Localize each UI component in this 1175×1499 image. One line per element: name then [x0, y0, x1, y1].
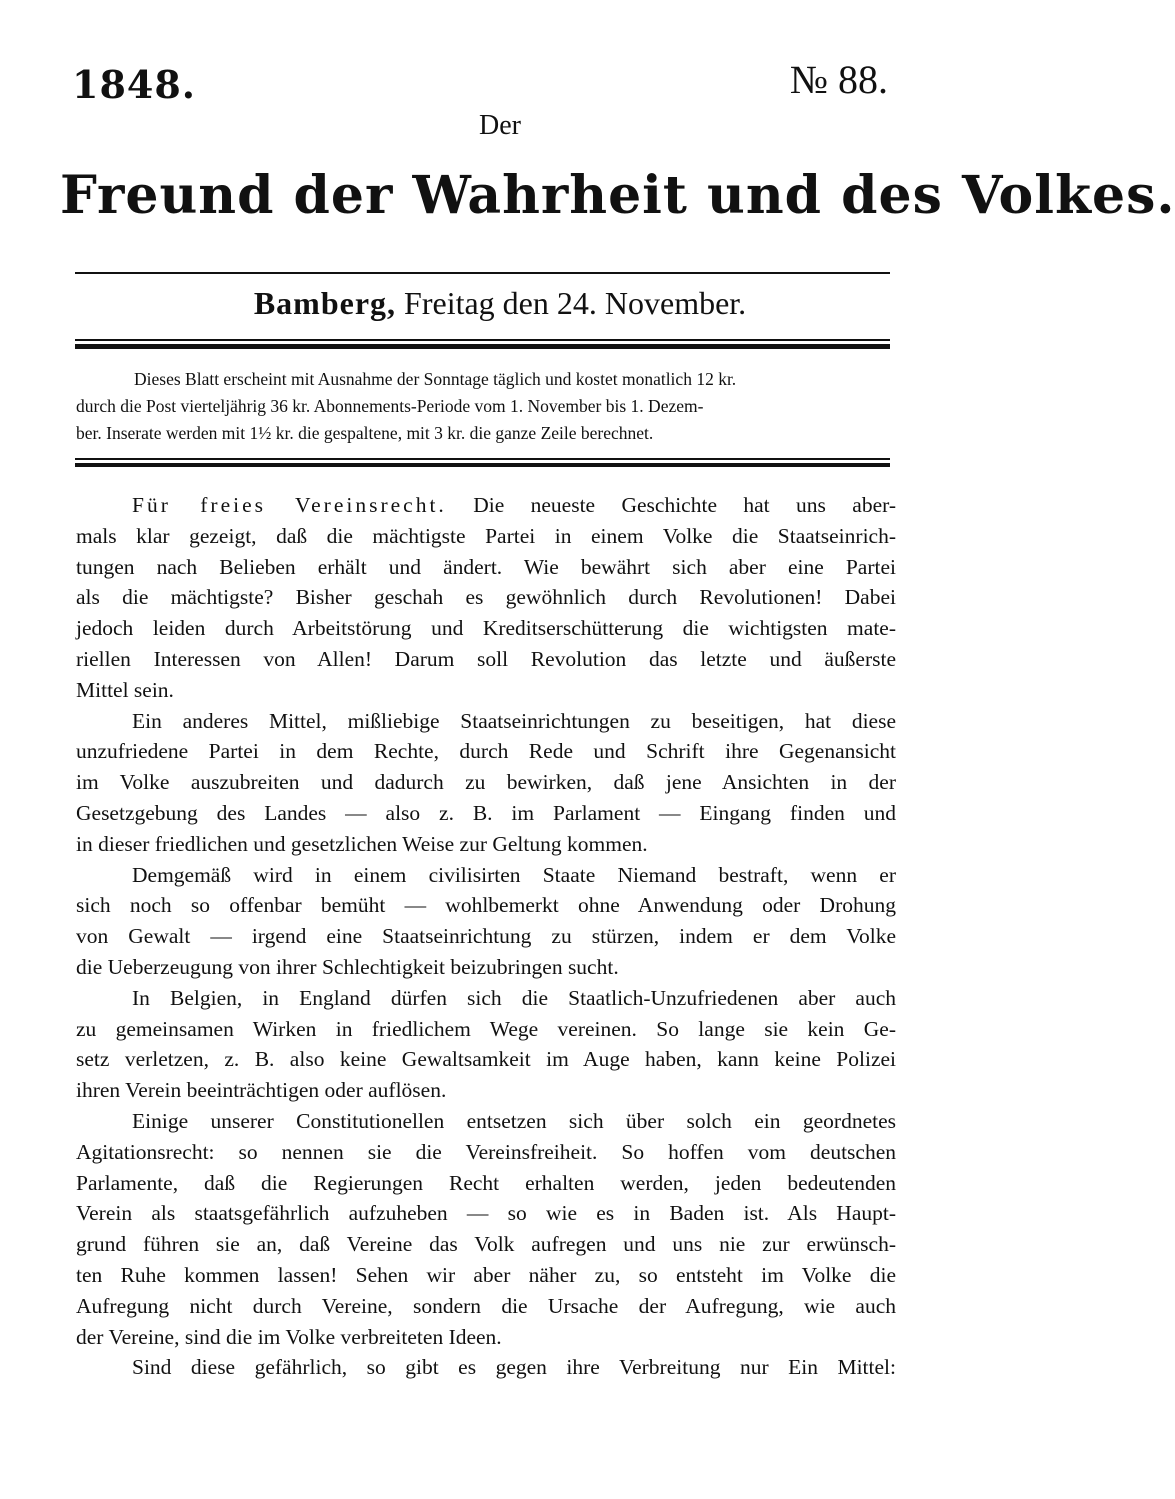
dateline-date: Freitag den 24. November.: [404, 285, 747, 321]
article-line: von Gewalt — irgend eine Staatseinrichtung zu stürzen, indem er dem Volke: [76, 924, 896, 949]
article-line: Demgemäß wird in einem civilisirten Staate Niemand bestraft, wenn er: [132, 862, 896, 887]
dateline-rule-thick: [75, 344, 890, 349]
subscription-line: ber. Inserate werden mit 1½ kr. die gespaltene, mit 3 kr. die ganze Zeile berechnet.: [76, 423, 654, 443]
article-line: der Vereine, sind die im Volke verbreiteten Ideen.: [76, 1324, 502, 1349]
article-lead-phrase: Für freies Vereinsrecht.: [132, 493, 447, 517]
article-line: Agitationsrecht: so nennen sie die Vereinsfreiheit. So hoffen vom deutschen: [76, 1139, 896, 1164]
article-line: ihren Verein beeinträchtigen oder auflösen.: [76, 1078, 447, 1103]
article-line: Gesetzgebung des Landes — also z. B. im Parlament — Eingang finden und: [76, 800, 896, 825]
article-line: Für freies Vereinsrecht. Die neueste Geschichte hat uns aber-: [132, 493, 896, 517]
subscription-line: durch die Post vierteljährig 36 kr. Abonnements-Periode vom 1. November bis 1. Dezem-: [76, 396, 704, 416]
article-line: als die mächtigste? Bisher geschah es gewöhnlich durch Revolutionen! Dabei: [76, 585, 896, 610]
dateline-city: Bamberg,: [253, 285, 397, 321]
article-line: im Volke auszubreiten und dadurch zu bewirken, daß jene Ansichten in der: [76, 770, 896, 795]
article-line: Mittel sein.: [76, 677, 174, 702]
article-line: Einige unserer Constitutionellen entsetzen sich über solch ein geordnetes: [132, 1108, 896, 1133]
subscription-notice: [76, 366, 896, 447]
dateline-rule-thin: [75, 339, 890, 341]
article-line: Sind diese gefährlich, so gibt es gegen ihre Verbreitung nur Ein Mittel:: [132, 1355, 896, 1380]
article-line: Parlamente, daß die Regierungen Recht erhalten werden, jeden bedeutenden: [76, 1170, 896, 1195]
article-line: Ein anderes Mittel, mißliebige Staatseinrichtungen zu beseitigen, hat diese: [132, 708, 896, 733]
title-prefix: Der: [479, 110, 521, 141]
article-line: tungen nach Belieben erhält und ändert. Wie bewährt sich aber eine Partei: [76, 554, 896, 579]
issue-number: № 88.: [789, 57, 888, 102]
year-label: 1848.: [72, 62, 196, 107]
article-line: unzufriedene Partei in dem Rechte, durch Rede und Schrift ihre Gegenansicht: [76, 739, 896, 764]
article-line: Aufregung nicht durch Vereine, sondern die Ursache der Aufregung, wie auch: [76, 1293, 896, 1318]
article-line: setz verletzen, z. B. also keine Gewaltsamkeit im Auge haben, kann keine Polizei: [76, 1047, 896, 1072]
article-line: grund führen sie an, daß Vereine das Volk aufregen und uns nie zur erwünsch-: [76, 1232, 896, 1257]
article-line: In Belgien, in England dürfen sich die Staatlich-Unzufriedenen aber auch: [132, 985, 896, 1010]
article-line: die Ueberzeugung von ihrer Schlechtigkeit beizubringen sucht.: [76, 954, 619, 979]
article-body: [76, 490, 896, 1383]
article-line: ten Ruhe kommen lassen! Sehen wir aber näher zu, so entsteht im Volke die: [76, 1262, 896, 1287]
article-line: Verein als staatsgefährlich aufzuheben — so wie es in Baden ist. Als Haupt-: [76, 1201, 896, 1226]
notice-rule-thick: [75, 463, 890, 467]
masthead-title: Freund der Wahrheit und des Volkes.: [60, 165, 1175, 226]
article-line: jedoch leiden durch Arbeitstörung und Kreditserschütterung die wichtigsten mate-: [76, 616, 896, 641]
notice-rule-thin: [75, 458, 890, 460]
article-line: zu gemeinsamen Wirken in friedlichem Wege vereinen. So lange sie kein Ge-: [76, 1016, 896, 1041]
masthead-rule-top: [75, 272, 890, 274]
subscription-line: Dieses Blatt erscheint mit Ausnahme der Sonntage täglich und kostet monatlich 12 kr.: [134, 369, 737, 389]
article-line: sich noch so offenbar bemüht — wohlbemerkt ohne Anwendung oder Drohung: [76, 893, 896, 918]
article-line: riellen Interessen von Allen! Darum soll Revolution das letzte und äußerste: [76, 646, 896, 671]
article-line: in dieser friedlichen und gesetzlichen Weise zur Geltung kommen.: [76, 831, 648, 856]
dateline: [0, 285, 1000, 322]
article-line: mals klar gezeigt, daß die mächtigste Partei in einem Volke die Staatseinrich-: [76, 523, 896, 548]
